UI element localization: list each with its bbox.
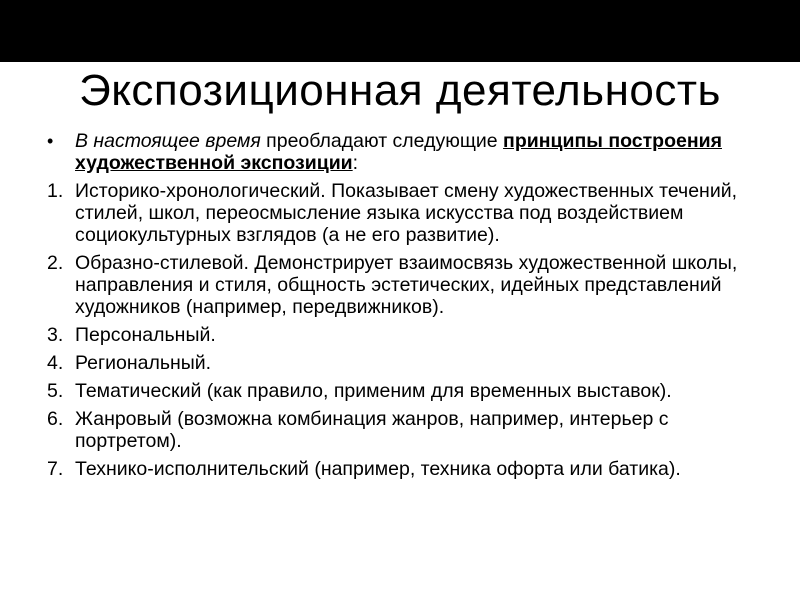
item-text: Образно-стилевой. Демонстрирует взаимосвязь художественной школы, направления и стиля, общность эстетических, идейных представлений художников (например, передвижников).	[75, 252, 738, 318]
list-item-2	[47, 252, 747, 318]
item-number: 1.	[47, 180, 64, 202]
list-item-3	[47, 324, 747, 346]
item-text: Персональный.	[75, 324, 216, 346]
list-item-6	[47, 408, 747, 452]
intro-tail: :	[352, 152, 359, 174]
list-item-5	[47, 380, 747, 402]
item-text: Историко-хронологический. Показывает смену художественных течений, стилей, школ, переосмысление языка искусства под воздействием социокультурных взглядов (а не его развитие).	[75, 180, 738, 246]
item-text: Технико-исполнительский (например, техника офорта или батика).	[75, 458, 681, 480]
item-number: 3.	[47, 324, 64, 346]
item-number: 2.	[47, 252, 64, 274]
item-number: 5.	[47, 380, 64, 402]
item-number: 6.	[47, 408, 64, 430]
list-item-7	[47, 458, 747, 480]
intro-italic-text: В настоящее время	[75, 130, 261, 152]
item-text: Жанровый (возможна комбинация жанров, например, интерьер с портретом).	[75, 408, 669, 452]
slide-body	[47, 130, 747, 486]
bullet-marker: •	[47, 131, 54, 151]
top-bar	[0, 0, 800, 62]
intro-plain-text: преобладают следующие	[260, 130, 504, 152]
item-number: 4.	[47, 352, 64, 374]
item-text: Региональный.	[75, 352, 212, 374]
slide-title: Экспозиционная деятельность	[79, 66, 721, 115]
item-text: Тематический (как правило, применим для временных выставок).	[75, 380, 672, 402]
intro-underlined-text: принципы построения художественной экспозиции	[75, 130, 722, 174]
list-item-1	[47, 180, 747, 246]
intro-bullet	[47, 130, 747, 174]
list-item-4	[47, 352, 747, 374]
item-number: 7.	[47, 458, 64, 480]
